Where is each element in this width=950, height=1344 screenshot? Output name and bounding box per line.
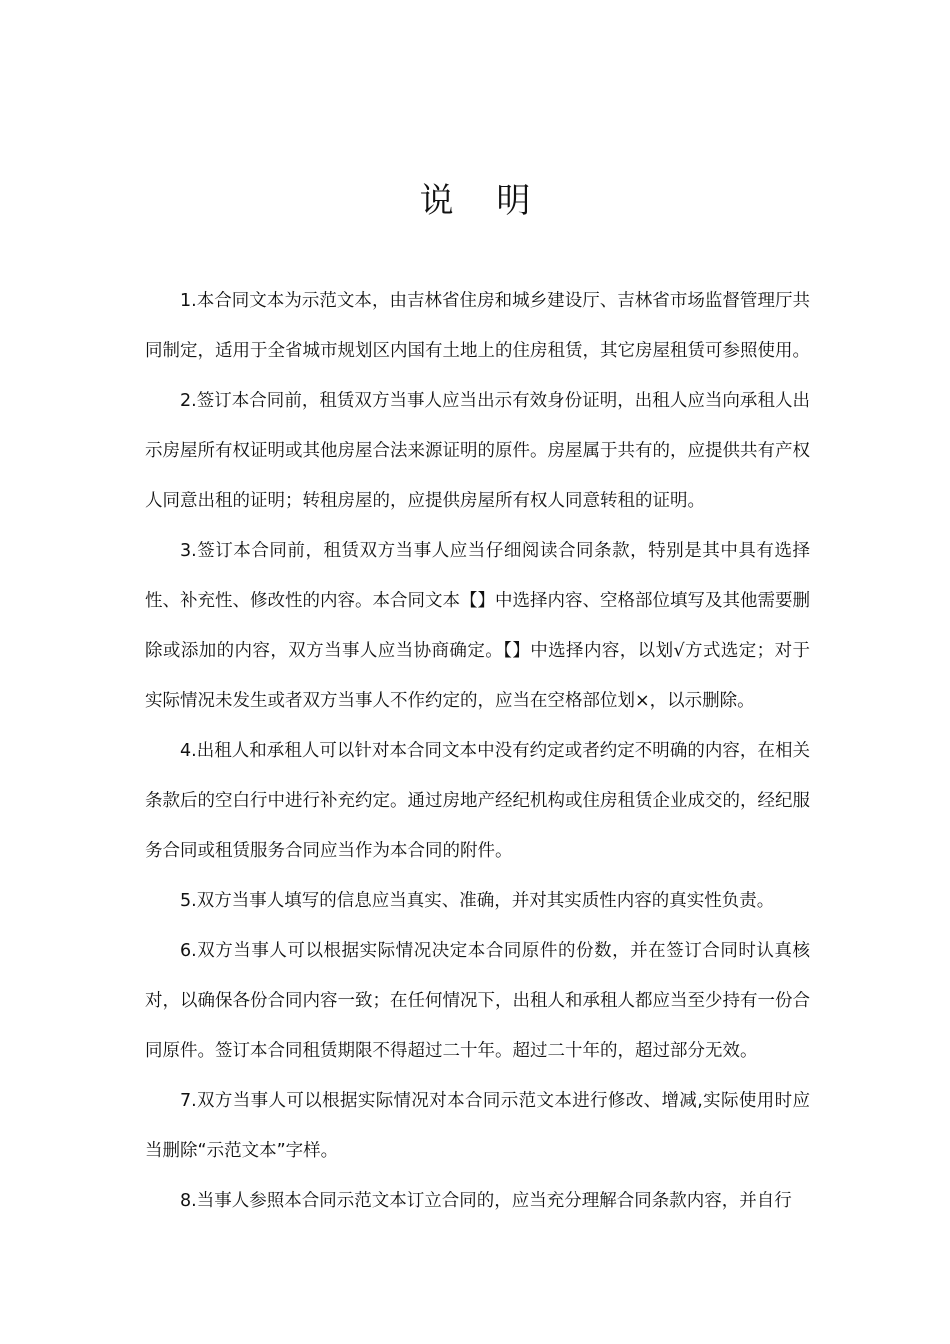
paragraph-7: 7.双方当事人可以根据实际情况对本合同示范文本进行修改、增减,实际使用时应当删除“示范文本”字样。 <box>145 1091 810 1161</box>
paragraph-8: 8.当事人参照本合同示范文本订立合同的，应当充分理解合同条款内容，并自行 <box>180 1191 792 1211</box>
paragraph-4: 4.出租人和承租人可以针对本合同文本中没有约定或者约定不明确的内容，在相关条款后的空白行中进行补充约定。通过房地产经纪机构或住房租赁企业成交的，经纪服务合同或租赁服务合同应当作为本合同的附件。 <box>145 741 810 861</box>
paragraph-5: 5.双方当事人填写的信息应当真实、准确，并对其实质性内容的真实性负责。 <box>180 891 775 911</box>
paragraph-1: 1.本合同文本为示范文本，由吉林省住房和城乡建设厅、吉林省市场监督管理厅共同制定，适用于全省城市规划区内国有土地上的住房租赁，其它房屋租赁可参照使用。 <box>145 291 810 361</box>
page-title: 说 明 <box>419 181 547 221</box>
paragraph-2: 2.签订本合同前，租赁双方当事人应当出示有效身份证明，出租人应当向承租人出示房屋所有权证明或其他房屋合法来源证明的原件。房屋属于共有的，应提供共有产权人同意出租的证明；转租房屋的，应提供房屋所有权人同意转租的证明。 <box>145 391 810 511</box>
paragraph-6: 6.双方当事人可以根据实际情况决定本合同原件的份数，并在签订合同时认真核对，以确保各份合同内容一致；在任何情况下，出租人和承租人都应当至少持有一份合同原件。签订本合同租赁期限不得超过二十年。超过二十年的，超过部分无效。 <box>145 941 810 1061</box>
document-body <box>145 276 810 1226</box>
paragraph-3: 3.签订本合同前，租赁双方当事人应当仔细阅读合同条款，特别是其中具有选择性、补充性、修改性的内容。本合同文本【】中选择内容、空格部位填写及其他需要删除或添加的内容，双方当事人应当协商确定。【】中选择内容，以划√方式选定；对于实际情况未发生或者双方当事人不作约定的，应当在空格部位划×，以示删除。 <box>145 541 810 711</box>
